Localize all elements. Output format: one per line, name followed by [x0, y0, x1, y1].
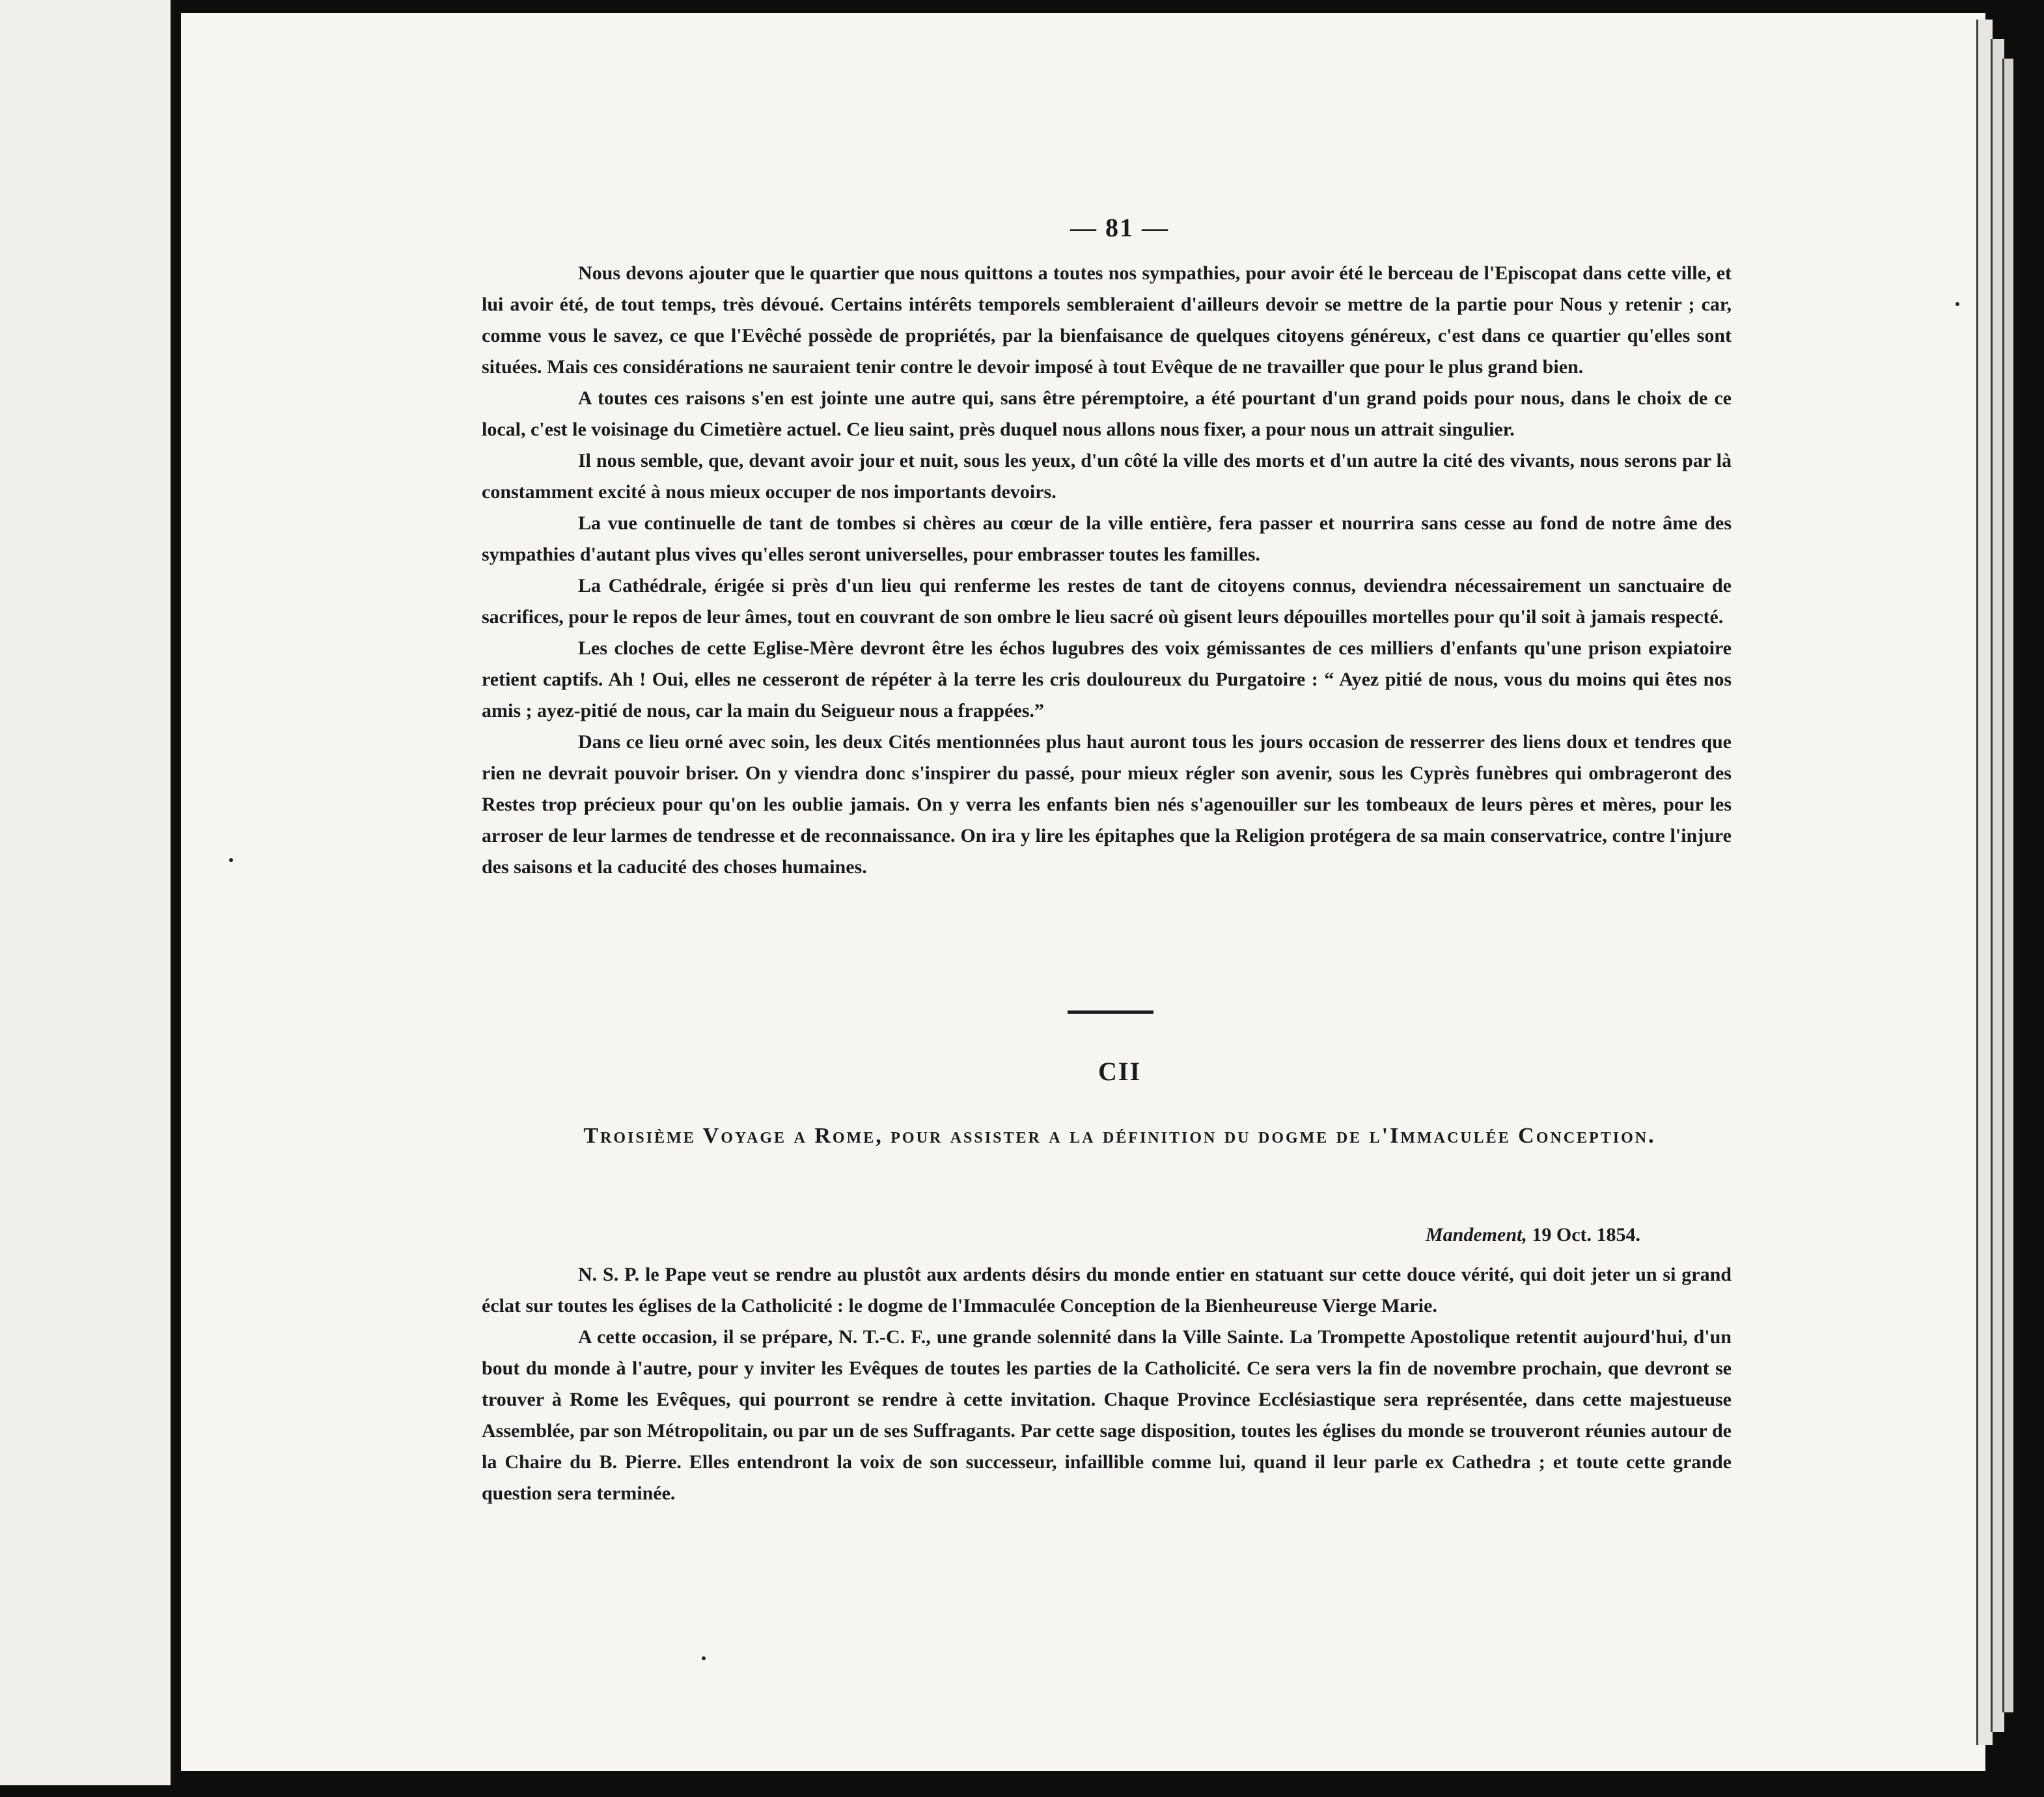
paragraph: Nous devons ajouter que le quartier que nous quittons a toutes nos sympathies, pour avoir été le berceau de l'Episcopat dans cette ville, et lui avoir été, de tout temps, très dévoué. Certains intérêts temporels sembleraient d'ailleurs devoir se mettre de la partie pour Nous y retenir ; car, comme vous le savez, ce que l'Evêché possède de propriétés, par la bienfaisance de quelques citoyens généreux, c'est dans ce quartier qu'elles sont situées. Mais ces considérations ne sauraient tenir contre le devoir imposé à tout Evêque de ne travailler que pour le plus grand bien.: [482, 262, 1732, 378]
upper-body-text: [482, 258, 1732, 883]
dateline-label: Mandement,: [1426, 1224, 1527, 1246]
page-stack-edge: [2002, 59, 2013, 1712]
paragraph: A toutes ces raisons s'en est jointe une autre qui, sans être péremptoire, a été pourtant d'un grand poids pour nous, dans le choix de ce local, c'est le voisinage du Cimetière actuel. Ce lieu saint, près duquel nous allons nous fixer, a pour nous un attrait singulier.: [482, 387, 1732, 440]
dateline: [1172, 1224, 1640, 1246]
dateline-date: 19 Oct. 1854.: [1532, 1224, 1640, 1246]
section-title: Troisième Voyage a Rome, pour assister a la définition du dogme de l'Immaculée Conception.: [583, 1124, 1656, 1148]
page-number: — 81 —: [1070, 213, 1169, 242]
lower-body-text: [482, 1259, 1732, 1509]
paragraph: Dans ce lieu orné avec soin, les deux Cités mentionnées plus haut auront tous les jours occasion de resserrer des liens doux et tendres que rien ne devrait pouvoir briser. On y viendra donc s'inspirer du passé, pour mieux régler son avenir, sous les Cyprès funèbres qui ombrageront des Restes trop précieux pour qu'on les oublie jamais. On y verra les enfants bien nés s'agenouiller sur les tombeaux de leurs pères et mères, pour les arroser de leur larmes de tendresse et de reconnaissance. On ira y lire les épitaphes que la Religion protégera de sa main conservatrice, contre l'injure des saisons et la caducité des choses humaines.: [482, 731, 1732, 878]
facing-page-edge: [0, 0, 174, 1785]
section-number: CII: [1098, 1057, 1142, 1086]
paragraph: La Cathédrale, érigée si près d'un lieu qui renferme les restes de tant de citoyens connus, deviendra nécessairement un sanctuaire de sacrifices, pour le repos de leur âmes, tout en couvrant de son ombre le lieu sacré où gisent leurs dépouilles mortelles pour qu'il soit à jamais respecté.: [482, 575, 1732, 628]
paragraph: N. S. P. le Pape veut se rendre au plustôt aux ardents désirs du monde entier en statuant sur cette douce vérité, qui doit jeter un si grand éclat sur toutes les églises de la Catholicité : le dogme de l'Immaculée Conception de la Bienheureuse Vierge Marie.: [482, 1264, 1732, 1316]
paragraph: La vue continuelle de tant de tombes si chères au cœur de la ville entière, fera passer et nourrira sans cesse au fond de notre âme des sympathies d'autant plus vives qu'elles seront universelles, pour embrasser toutes les familles.: [482, 512, 1732, 565]
section-divider: [1068, 1010, 1153, 1014]
paragraph: Les cloches de cette Eglise-Mère devront être les échos lugubres des voix gémissantes de ces milliers d'enfants qu'une prison expiatoire retient captifs. Ah ! Oui, elles ne cesseront de répéter à la terre les cris douloureux du Purgatoire : “ Ayez pitié de nous, vous du moins qui êtes nos amis ; ayez-pitié de nous, car la main du Seigueur nous a frappées.”: [482, 637, 1732, 721]
paragraph: Il nous semble, que, devant avoir jour et nuit, sous les yeux, d'un côté la ville des morts et d'un autre la cité des vivants, nous serons par là constamment excité à nous mieux occuper de nos importants devoirs.: [482, 450, 1732, 503]
paragraph: A cette occasion, il se prépare, N. T.-C. F., une grande solennité dans la Ville Sainte. La Trompette Apostolique retentit aujourd'hui, d'un bout du monde à l'autre, pour y inviter les Evêques de toutes les parties de la Catholicité. Ce sera vers la fin de novembre prochain, que devront se trouver à Rome les Evêques, qui pourront se rendre à cette invitation. Chaque Province Ecclésiastique sera représentée, dans cette majestueuse Assemblée, par son Métropolitain, ou par un de ses Suffragants. Par cette sage disposition, toutes les églises du monde se trouveront réunies autour de la Chaire du B. Pierre. Elles entendront la voix de son successeur, infaillible comme lui, quand il leur parle ex Cathedra ; et toute cette grande question sera terminée.: [482, 1326, 1732, 1504]
